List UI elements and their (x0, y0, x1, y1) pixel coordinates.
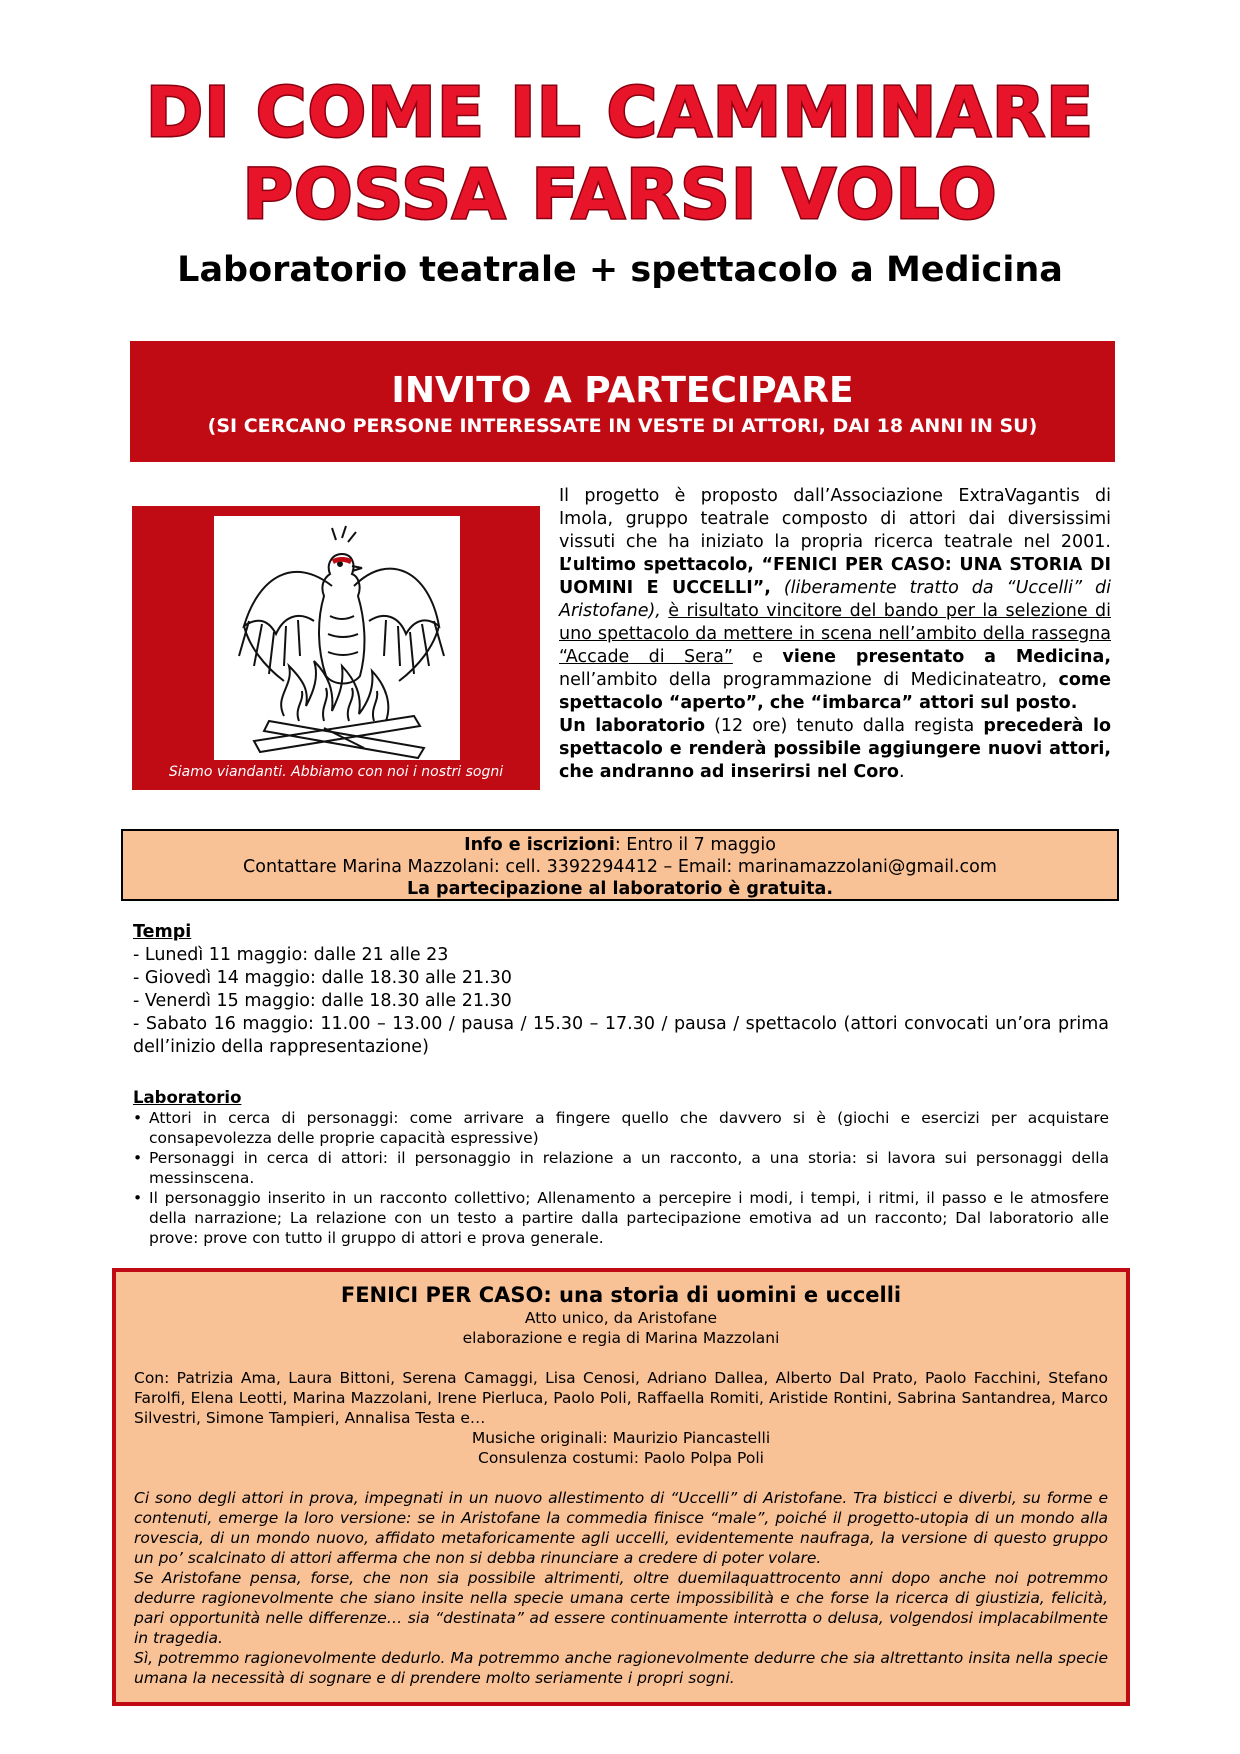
laboratorio-section (133, 1088, 1109, 1248)
laboratorio-title: Laboratorio (133, 1088, 242, 1107)
laboratorio-list (133, 1108, 1109, 1248)
invite-heading: INVITO A PARTECIPARE (391, 370, 854, 411)
list-item: • Il personaggio inserito in un racconto collettivo; Allenamento a percepire i modi, i tempi, i ritmi, il passo e le atmosfere della narrazione; La relazione con un testo a partire dalla partecipazione emotiva ad un racconto; Dal laboratorio alle prove: prove con tutto il gruppo di attori e prova generale. (133, 1188, 1109, 1248)
intro-text (559, 485, 1111, 784)
list-item: • Personaggi in cerca di attori: il personaggio in relazione a un racconto, a una storia: si lavora sui personaggi della messinscena. (133, 1148, 1109, 1188)
intro-p2-text: nell’ambito della programmazione di Medicinateatro, (559, 670, 1048, 690)
fenici-desc-3: Sì, potremmo ragionevolmente dedurlo. Ma potremmo anche ragionevolmente dedurre che sia altrettanto insita nella specie umana la necessità di sognare e di prendere molto seriamente i propri sogni. (134, 1649, 1108, 1687)
fenici-description (134, 1488, 1108, 1688)
intro-p3-bold: Un laboratorio (559, 716, 706, 736)
page-title (0, 72, 1240, 236)
invite-subheading: (SI CERCANO PERSONE INTERESSATE IN VESTE DI ATTORI, DAI 18 ANNI IN SU) (207, 415, 1038, 437)
info-label: Info e iscrizioni (464, 835, 615, 855)
image-caption: Siamo viandanti. Abbiamo con noi i nostri sogni (168, 764, 504, 780)
fenici-box (112, 1268, 1130, 1706)
invite-banner (130, 341, 1115, 462)
intro-p1: Il progetto è proposto dall’Associazione ExtraVagantis di Imola, gruppo teatrale composto di attori dai diversissimi vissuti che ha iniziato la propria ricerca teatrale nel 2001. (559, 486, 1111, 552)
phoenix-woodcut-icon (214, 516, 460, 760)
fenici-line2: elaborazione e regia di Marina Mazzolani (462, 1329, 780, 1347)
tempi-item: - Sabato 16 maggio: 11.00 – 13.00 / pausa / 15.30 – 17.30 / pausa / spettacolo (attori convocati un’ora prima dell’inizio della rappresentazione) (133, 1014, 1109, 1057)
fenici-cast: Con: Patrizia Ama, Laura Bittoni, Serena Camaggi, Lisa Cenosi, Adriano Dallea, Alberto Dal Prato, Paolo Facchini, Stefano Farolfi, Elena Leotti, Marina Mazzolani, Irene Pierluca, Paolo Poli, Raffaella Romiti, Aristide Rontini, Sabrina Santandrea, Marco Silvestri, Simone Tampieri, Annalisa Testa e… (134, 1369, 1108, 1427)
intro-p2-bold3: come spettacolo “aperto”, che “imbarca” attori sul posto. (559, 670, 1111, 713)
fenici-title: FENICI PER CASO: una storia di uomini e uccelli (340, 1283, 902, 1307)
title-line-2: POSSA FARSI VOLO (242, 155, 998, 235)
intro-p2-bold2: viene presentato a Medicina, (782, 647, 1111, 667)
intro-p2-e: e (752, 647, 764, 667)
fenici-desc-1: Ci sono degli attori in prova, impegnati in un nuovo allestimento di “Uccelli” di Aristofane. Tra bisticci e diverbi, su forme e contenuti, emerge la loro versione: se in Aristofane la commedia finisce “male”, poiché il progetto-utopia di un mondo alla rovescia, di un mondo nuovo, affidato metaforicamente agli uccelli, evidentemente naufraga, la versione di questo gruppo un po’ scalcinato di attori afferma che non si debba rinunciare a credere di poter volare. (134, 1489, 1108, 1567)
tempi-title: Tempi (133, 922, 192, 942)
list-item: • Attori in cerca di personaggi: come arrivare a fingere quello che davvero si è (giochi e esercizi per acquistare consapevolezza delle proprie capacità espressive) (133, 1108, 1109, 1148)
fenici-music: Musiche originali: Maurizio Piancastelli (471, 1429, 771, 1447)
fenici-costumes: Consulenza costumi: Paolo Polpa Poli (478, 1449, 764, 1467)
intro-p3-bold2: precederà lo spettacolo e renderà possibile aggiungere nuovi attori, che andranno ad inserirsi nel Coro (559, 716, 1111, 782)
tempi-item: - Venerdì 15 maggio: dalle 18.30 alle 21.30 (133, 991, 512, 1011)
page-subtitle: Laboratorio teatrale + spettacolo a Medicina (177, 250, 1063, 290)
phoenix-image-frame (132, 506, 540, 790)
tempi-item: - Giovedì 14 maggio: dalle 18.30 alle 21.30 (133, 968, 512, 988)
intro-p3-text: (12 ore) tenuto dalla regista (714, 716, 975, 736)
info-contact: Contattare Marina Mazzolani: cell. 3392294412 – Email: marinamazzolani@gmail.com (243, 857, 997, 877)
intro-p2-italic: (liberamente tratto da “Uccelli” di Aristofane), (559, 578, 1111, 621)
title-line-1: DI COME IL CAMMINARE (145, 73, 1095, 153)
fenici-desc-2: Se Aristofane pensa, forse, che non sia possibile altrimenti, oltre duemilaquattrocento anni dopo anche noi potremmo dedurre ragionevolmente che siano insite nella specie umana certe impossibilità e che forse la ricerca di giustizia, felicità, pari opportunità nelle differenze… sia “destinata” ad essere continuamente interrotta o delusa, volgendosi implacabilmente in tragedia. (134, 1569, 1108, 1647)
tempi-section (133, 921, 1109, 1059)
info-free: La partecipazione al laboratorio è gratuita. (407, 879, 833, 899)
intro-p3-end: . (898, 762, 905, 782)
info-deadline: : Entro il 7 maggio (614, 835, 776, 855)
intro-p2-bold: L’ultimo spettacolo, “FENICI PER CASO: UNA STORIA DI UOMINI E UCCELLI”, (559, 555, 1111, 598)
info-box (121, 829, 1119, 901)
fenici-line1: Atto unico, da Aristofane (524, 1309, 718, 1327)
tempi-item: - Lunedì 11 maggio: dalle 21 alle 23 (133, 945, 449, 965)
intro-p2-underline: è risultato vincitore del bando per la selezione di uno spettacolo da mettere in scena nell’ambito della rassegna “Accade di Sera” (559, 601, 1111, 667)
